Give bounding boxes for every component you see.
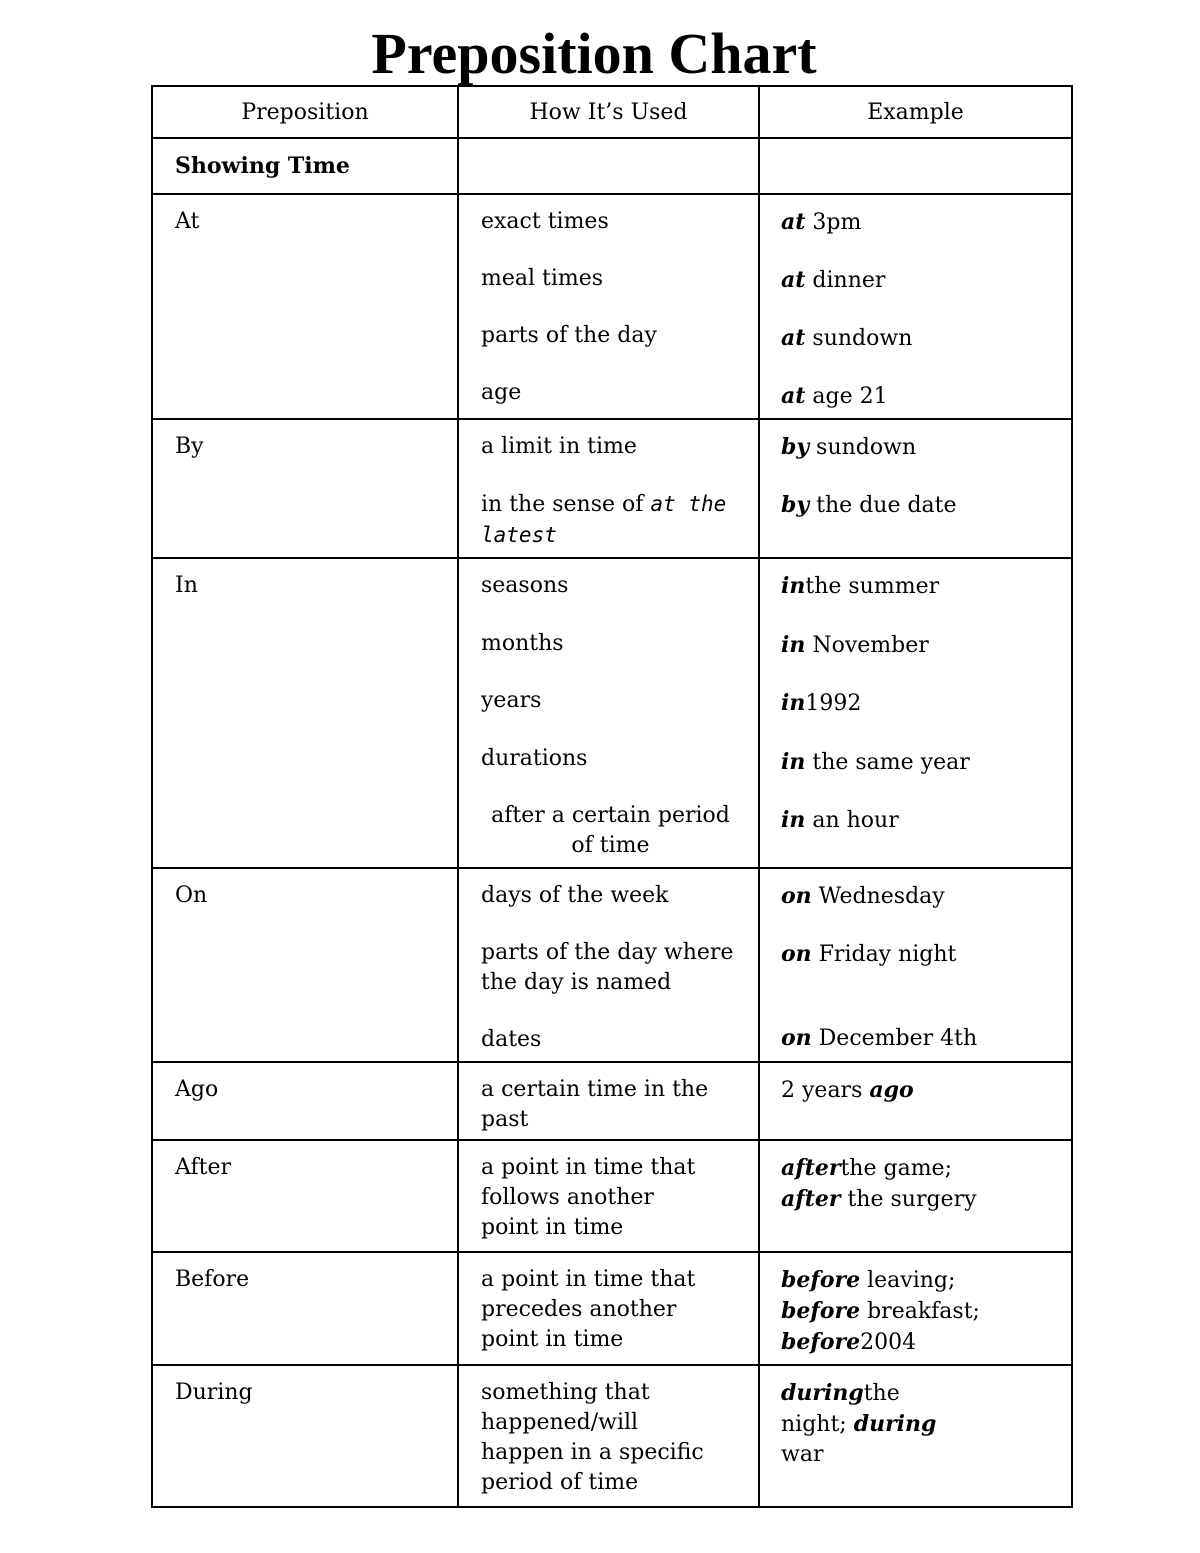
usage-cell (458, 1252, 759, 1365)
example-item: on Wednesday (781, 883, 945, 909)
example-item: by the due date (781, 492, 957, 518)
usage-item: days of the week (481, 883, 669, 908)
usage-item: age (481, 380, 522, 405)
usage-item: exact times (481, 209, 609, 234)
usage-item: seasons (481, 573, 569, 598)
usage-item: months (481, 631, 564, 656)
header-how-used: How It’s Used (458, 86, 759, 138)
usage-item: in the sense of at the latest (481, 492, 727, 547)
usage-item: something that happened/will happen in a specific period of time (481, 1380, 704, 1495)
preposition-label: At (175, 209, 200, 234)
usage-cell (458, 419, 759, 558)
preposition-label: On (175, 883, 208, 908)
example-item: in the same year (781, 749, 970, 775)
section-row (152, 138, 1072, 194)
example-item: before leaving; before breakfast; before2004 (781, 1267, 980, 1355)
example-item: on Friday night (781, 941, 957, 967)
example-item: in1992 (781, 690, 862, 716)
preposition-table (151, 85, 1073, 1508)
usage-item: a point in time that precedes another point in time (481, 1267, 696, 1352)
example-cell (759, 419, 1072, 558)
usage-item: a point in time that follows another point in time (481, 1155, 696, 1240)
usage-item: a limit in time (481, 434, 637, 459)
usage-item: years (481, 688, 542, 713)
preposition-label: During (175, 1380, 253, 1405)
usage-cell (458, 868, 759, 1062)
example-cell (759, 1252, 1072, 1365)
preposition-label: After (175, 1155, 232, 1180)
header-row (152, 86, 1072, 138)
example-item: in November (781, 632, 929, 658)
preposition-cell (152, 1062, 458, 1140)
preposition-cell (152, 419, 458, 558)
usage-item: after a certain period of time (491, 803, 730, 858)
usage-item: meal times (481, 266, 604, 291)
example-item: at sundown (781, 325, 913, 351)
example-cell (759, 194, 1072, 419)
preposition-cell (152, 868, 458, 1062)
table-row-in (152, 558, 1072, 868)
table-row-at (152, 194, 1072, 419)
header-preposition: Preposition (152, 86, 458, 138)
section-label: Showing Time (175, 153, 350, 179)
usage-item: durations (481, 746, 588, 771)
preposition-cell (152, 558, 458, 868)
example-cell (759, 1140, 1072, 1252)
example-item: in an hour (781, 807, 899, 833)
example-item: inthe summer (781, 573, 940, 599)
preposition-cell (152, 1252, 458, 1365)
table-row-after (152, 1140, 1072, 1252)
usage-cell (458, 1062, 759, 1140)
preposition-label: Ago (175, 1077, 219, 1102)
example-item: at dinner (781, 267, 886, 293)
usage-item: a certain time in the past (481, 1077, 709, 1132)
usage-item: dates (481, 1027, 542, 1052)
example-item: on December 4th (781, 1025, 978, 1051)
usage-cell (458, 1140, 759, 1252)
example-item: at 3pm (781, 209, 862, 235)
preposition-label: By (175, 434, 204, 459)
example-item: at age 21 (781, 383, 888, 409)
example-item: 2 years ago (781, 1077, 914, 1103)
page-title: Preposition Chart (371, 21, 817, 86)
table-row-during (152, 1365, 1072, 1507)
table-row-ago (152, 1062, 1072, 1140)
example-item: afterthe game; after the surgery (781, 1155, 977, 1212)
preposition-label: Before (175, 1267, 250, 1292)
section-cell (152, 138, 458, 194)
usage-item: parts of the day (481, 323, 657, 348)
table-row-on (152, 868, 1072, 1062)
usage-cell (458, 1365, 759, 1507)
example-cell (759, 1062, 1072, 1140)
preposition-cell (152, 194, 458, 419)
header-example: Example (759, 86, 1072, 138)
table-row-before (152, 1252, 1072, 1365)
example-cell (759, 1365, 1072, 1507)
example-cell (759, 868, 1072, 1062)
empty-cell (759, 138, 1072, 194)
usage-item: parts of the day where the day is named (481, 940, 734, 995)
example-item: by sundown (781, 434, 917, 460)
preposition-cell (152, 1140, 458, 1252)
example-item: duringthe night; during war (781, 1380, 937, 1467)
example-cell (759, 558, 1072, 868)
usage-cell (458, 558, 759, 868)
preposition-label: In (175, 573, 198, 598)
preposition-cell (152, 1365, 458, 1507)
table-row-by (152, 419, 1072, 558)
usage-cell (458, 194, 759, 419)
empty-cell (458, 138, 759, 194)
